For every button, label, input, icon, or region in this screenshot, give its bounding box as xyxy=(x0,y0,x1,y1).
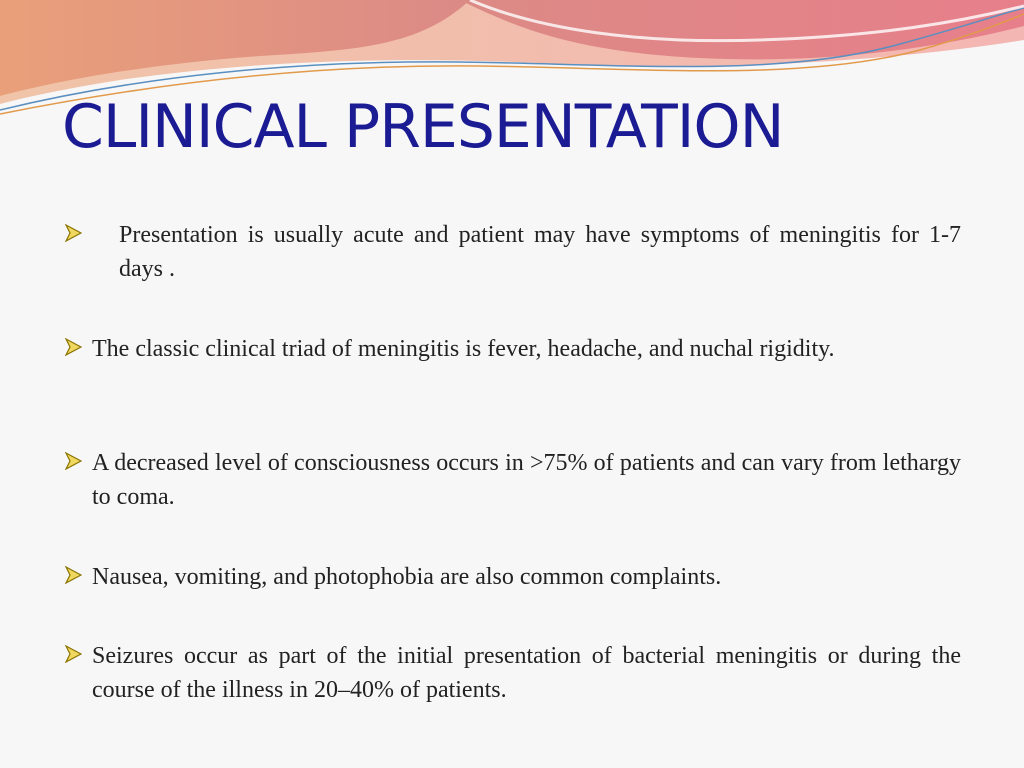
arrow-bullet-icon xyxy=(64,452,82,470)
arrow-bullet-icon xyxy=(64,224,82,242)
bullet-text: Nausea, vomiting, and photophobia are also common complaints. xyxy=(92,564,722,590)
slide-title: CLINICAL PRESENTATION xyxy=(62,92,784,162)
arrow-bullet-icon xyxy=(64,566,82,584)
bullet-text: A decreased level of consciousness occurs in >75% of patients and can vary from lethargy to coma. xyxy=(92,450,961,510)
bullet-text: The classic clinical triad of meningitis is fever, headache, and nuchal rigidity. xyxy=(92,336,835,362)
bullet-text: Presentation is usually acute and patient may have symptoms of meningitis for 1-7 days . xyxy=(119,222,961,282)
arrow-bullet-icon xyxy=(64,338,82,356)
bullet-text: Seizures occur as part of the initial presentation of bacterial meningitis or during the course of the illness in 20–40% of patients. xyxy=(92,643,961,703)
arrow-bullet-icon xyxy=(64,645,82,663)
